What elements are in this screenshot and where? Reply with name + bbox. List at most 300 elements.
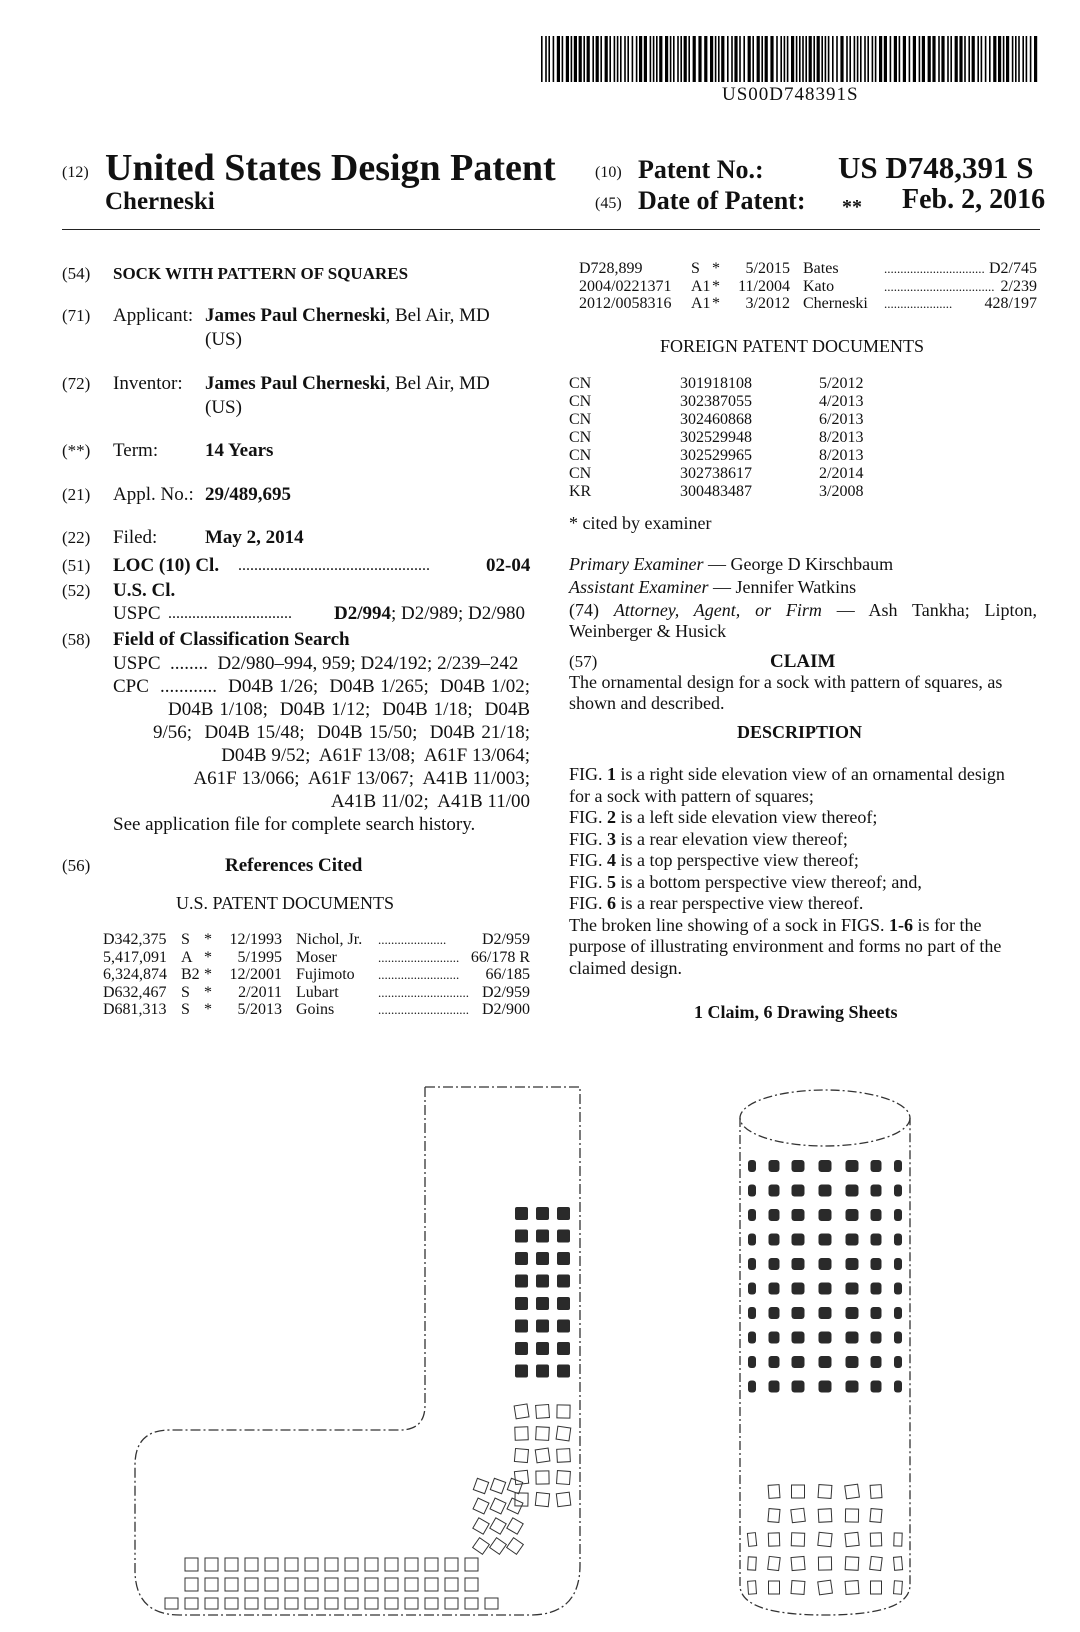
filled-square: [536, 1365, 549, 1378]
open-square: [556, 1492, 570, 1506]
appl-no-value: 29/489,695: [205, 484, 292, 505]
filled-square: [846, 1258, 859, 1270]
reference-kind: B2: [181, 966, 200, 983]
open-square: [845, 1509, 858, 1522]
reference-cited-mark: *: [712, 277, 720, 295]
reference-number: D342,375: [103, 931, 167, 948]
filled-square: [871, 1185, 882, 1197]
open-square: [791, 1533, 804, 1546]
filled-square: [792, 1258, 805, 1270]
filled-square: [536, 1297, 549, 1310]
foreign-country: CN: [569, 465, 592, 482]
field-search-label: Field of Classification Search: [113, 629, 350, 650]
reference-kind: S: [181, 983, 190, 1001]
design-title: SOCK WITH PATTERN OF SQUARES: [113, 264, 409, 283]
uspc-other-classes: ; D2/989; D2/980: [391, 603, 526, 624]
foreign-reference-row: [0, 483, 1080, 501]
applicant-label: Applicant:: [113, 305, 194, 326]
reference-number: 6,324,874: [103, 966, 167, 983]
open-square: [536, 1427, 550, 1441]
reference-cited-mark: *: [712, 295, 720, 312]
open-square: [245, 1578, 258, 1591]
code-71: (71): [62, 306, 91, 325]
reference-cited-mark: *: [204, 1001, 212, 1018]
filled-square: [819, 1234, 832, 1246]
open-square: [185, 1578, 198, 1591]
filled-square: [846, 1307, 859, 1319]
reference-dots: ..................................: [884, 278, 995, 294]
open-square: [385, 1578, 398, 1591]
open-square: [490, 1498, 506, 1514]
filled-square: [557, 1207, 570, 1220]
filled-square: [536, 1275, 549, 1288]
filled-square: [792, 1209, 805, 1221]
open-square: [265, 1558, 278, 1571]
sock-opening: [740, 1090, 910, 1146]
filled-square: [792, 1332, 805, 1344]
uspc-dots: ...............................: [168, 605, 292, 622]
open-square: [792, 1485, 805, 1498]
open-square: [768, 1509, 780, 1523]
reference-name: Lubart: [296, 983, 339, 1001]
reference-date: 11/2004: [738, 277, 790, 295]
reference-date: 5/1995: [237, 948, 282, 966]
open-square: [536, 1405, 550, 1419]
filled-square: [769, 1185, 780, 1197]
claim-text-line-2: shown and described.: [569, 693, 725, 713]
reference-number: 2004/0221371: [579, 277, 672, 295]
reference-dots: .........................: [378, 949, 460, 965]
reference-date: 5/2013: [237, 1001, 282, 1018]
description-line: FIG. 2 is a left side elevation view thereof;: [569, 807, 878, 827]
reference-class: 2/239: [1000, 277, 1037, 295]
open-square: [490, 1478, 505, 1493]
open-square: [894, 1581, 903, 1595]
open-square: [165, 1598, 178, 1609]
open-square: [535, 1492, 549, 1506]
foreign-number: 302529965: [680, 447, 752, 464]
open-square: [205, 1598, 218, 1609]
date-of-patent-label: Date of Patent:: [638, 186, 806, 215]
description-line: The broken line showing of a sock in FIGS. 1-6 is for the: [569, 914, 982, 935]
reference-name: Bates: [803, 260, 839, 277]
reference-row: [0, 295, 1080, 313]
reference-number: D681,313: [103, 1001, 167, 1018]
reference-cited-mark: *: [204, 931, 212, 948]
code-10: (10): [595, 164, 622, 181]
filled-square: [894, 1258, 902, 1270]
reference-row: [0, 278, 1080, 296]
description-line: FIG. 5 is a bottom perspective view thereof; and,: [569, 871, 922, 892]
foreign-reference-row: [0, 447, 1080, 465]
filled-square: [748, 1283, 756, 1295]
open-square: [768, 1556, 781, 1570]
foreign-date: 6/2013: [819, 411, 864, 428]
open-square: [205, 1578, 218, 1591]
filled-square: [769, 1258, 780, 1270]
references-cited-heading: References Cited: [225, 855, 363, 876]
description-line: for a sock with pattern of squares;: [569, 785, 814, 806]
code-58: (58): [62, 630, 91, 649]
code-74: (74): [569, 600, 599, 620]
filled-square: [748, 1234, 756, 1246]
reference-kind: S: [181, 1001, 190, 1018]
foreign-country: CN: [569, 447, 592, 464]
open-square: [557, 1471, 571, 1485]
reference-dots: ............................: [378, 1002, 469, 1017]
reference-name: Fujimoto: [296, 966, 355, 983]
open-square: [818, 1580, 833, 1595]
open-square: [265, 1598, 278, 1609]
filled-square: [748, 1307, 756, 1319]
foreign-reference-row: [0, 393, 1080, 411]
open-square: [365, 1578, 378, 1591]
filled-square: [792, 1283, 805, 1295]
reference-kind: A1: [691, 277, 711, 295]
primary-examiner-name: — George D Kirschbaum: [703, 554, 894, 574]
foreign-patent-documents-heading: FOREIGN PATENT DOCUMENTS: [660, 336, 925, 356]
loc-class-value: 02-04: [486, 555, 531, 576]
sock-outline-back: [135, 1087, 580, 1615]
applicant-name: James Paul Cherneski: [205, 305, 386, 326]
us-patent-documents-heading: U.S. PATENT DOCUMENTS: [176, 893, 395, 913]
filled-square: [894, 1185, 902, 1197]
open-square: [425, 1558, 438, 1571]
reference-row: [0, 1001, 1080, 1019]
foreign-number: 302387055: [680, 393, 752, 410]
open-square: [265, 1578, 278, 1591]
assistant-examiner: [569, 576, 856, 599]
cited-by-examiner-note: * cited by examiner: [569, 513, 712, 533]
applicant-place: , Bel Air, MD: [385, 305, 490, 326]
term-value: 14 Years: [205, 440, 274, 461]
reference-date: 2/2011: [238, 983, 282, 1001]
attorney-names: — Ash Tankha; Lipton,: [821, 600, 1038, 620]
code-54: (54): [62, 264, 91, 283]
filled-square: [769, 1234, 780, 1246]
open-square: [894, 1533, 902, 1546]
uspc-label: USPC: [113, 603, 161, 624]
filled-square: [536, 1207, 549, 1220]
open-square: [535, 1448, 550, 1463]
filled-square: [515, 1252, 528, 1265]
sock-side-elevation-drawing: [130, 1085, 610, 1620]
filled-square: [748, 1185, 756, 1197]
inventor-label: Inventor:: [113, 373, 183, 394]
filled-square: [819, 1283, 832, 1295]
filled-square: [557, 1320, 570, 1333]
code-term: (**): [62, 441, 91, 460]
filled-square: [819, 1160, 832, 1172]
filled-square: [819, 1332, 832, 1344]
filled-square: [748, 1209, 756, 1221]
open-square: [445, 1598, 458, 1609]
filled-square: [515, 1207, 528, 1220]
loc-class-dots: ................................................: [238, 557, 430, 574]
attorney-line-2: Weinberger & Husick: [569, 621, 727, 641]
foreign-number: 301918108: [680, 375, 752, 392]
code-56: (56): [62, 856, 91, 875]
reference-dots: .....................: [884, 296, 953, 311]
filled-square: [557, 1297, 570, 1310]
reference-cited-mark: *: [204, 948, 212, 966]
open-square: [514, 1404, 529, 1419]
filled-square: [894, 1234, 902, 1246]
reference-class: 66/185: [485, 966, 530, 983]
inventor-place: , Bel Air, MD: [385, 373, 490, 394]
open-square: [425, 1578, 438, 1591]
foreign-country: KR: [569, 483, 592, 500]
open-square: [365, 1598, 378, 1609]
open-square: [791, 1508, 805, 1522]
inventor-country: (US): [205, 397, 242, 418]
filled-square: [557, 1230, 570, 1243]
open-square: [473, 1478, 488, 1493]
filled-square: [748, 1381, 756, 1393]
open-square: [485, 1598, 498, 1609]
foreign-country: CN: [569, 429, 592, 446]
open-square: [225, 1558, 238, 1571]
open-square: [473, 1538, 490, 1555]
assistant-examiner-label: Assistant Examiner: [569, 577, 709, 597]
filled-square: [871, 1160, 882, 1172]
filled-square: [769, 1332, 780, 1344]
open-square: [305, 1558, 318, 1571]
open-square: [325, 1578, 338, 1591]
sock-rear-elevation-drawing: [730, 1085, 920, 1620]
open-square: [465, 1598, 478, 1609]
date-of-patent: Feb. 2, 2016: [902, 184, 1046, 215]
foreign-date: 3/2008: [819, 483, 864, 500]
filled-square: [536, 1320, 549, 1333]
open-square: [425, 1598, 438, 1609]
open-square: [769, 1581, 780, 1594]
filled-square: [871, 1209, 882, 1221]
code-21: (21): [62, 485, 91, 504]
open-square: [514, 1448, 528, 1462]
reference-name: Goins: [296, 1001, 335, 1018]
term-label: Term:: [113, 440, 159, 461]
reference-name: Cherneski: [803, 295, 868, 312]
reference-date: 12/1993: [229, 931, 282, 948]
open-square: [405, 1558, 418, 1571]
foreign-date: 5/2012: [819, 375, 864, 392]
filled-square: [819, 1185, 832, 1197]
open-square: [871, 1581, 882, 1594]
filled-square: [515, 1365, 528, 1378]
sock-outline-front: [135, 1087, 425, 1555]
foreign-reference-row: [0, 429, 1080, 447]
inventor-surname: Cherneski: [105, 188, 215, 215]
open-square: [791, 1556, 805, 1570]
description-line: FIG. 4 is a top perspective view thereof;: [569, 850, 859, 870]
open-square: [245, 1598, 258, 1609]
filled-square: [894, 1160, 902, 1172]
claims-count: 1 Claim, 6 Drawing Sheets: [694, 1002, 898, 1022]
reference-name: Kato: [803, 277, 835, 295]
open-square: [473, 1518, 489, 1534]
filled-square: [846, 1234, 859, 1246]
filled-square: [748, 1160, 756, 1172]
filled-square: [792, 1381, 805, 1393]
foreign-reference-row: [0, 465, 1080, 483]
reference-kind: A: [181, 948, 193, 966]
cpc-line-1: CPC ............ D04B 1/26; D04B 1/265; D04B 1/02;: [113, 676, 530, 697]
reference-class: 66/178 R: [470, 948, 530, 966]
filled-square: [819, 1209, 832, 1221]
attorney-label: Attorney, Agent, or Firm: [613, 600, 822, 620]
inventor-name: James Paul Cherneski: [205, 373, 386, 394]
description-line: FIG. 3 is a rear elevation view thereof;: [569, 828, 848, 849]
open-square: [285, 1578, 298, 1591]
filled-square: [871, 1381, 882, 1393]
open-square: [185, 1598, 198, 1609]
code-51: (51): [62, 556, 91, 575]
filled-square: [515, 1230, 528, 1243]
open-square: [845, 1557, 859, 1571]
filled-square: [769, 1283, 780, 1295]
filled-square: [846, 1356, 859, 1368]
reference-cited-mark: *: [204, 983, 212, 1001]
filled-square: [792, 1356, 805, 1368]
code-57: (57): [569, 652, 598, 671]
open-square: [285, 1598, 298, 1609]
reference-number: D728,899: [579, 260, 643, 277]
open-square: [445, 1558, 458, 1571]
reference-kind: S: [181, 931, 190, 948]
reference-row: [0, 966, 1080, 984]
filled-square: [792, 1234, 805, 1246]
reference-class: D2/900: [482, 1001, 530, 1018]
filled-square: [748, 1258, 756, 1270]
reference-dots: ............................: [378, 984, 469, 1000]
patent-number-label: Patent No.:: [638, 155, 764, 184]
open-square: [473, 1498, 489, 1514]
description-line: claimed design.: [569, 957, 682, 978]
cpc-line-3: 9/56; D04B 15/48; D04B 15/50; D04B 21/18;: [153, 722, 530, 743]
code-12: (12): [62, 164, 89, 181]
filled-square: [792, 1185, 805, 1197]
filled-square: [769, 1209, 780, 1221]
open-square: [225, 1598, 238, 1609]
foreign-number: 302738617: [680, 465, 752, 482]
foreign-number: 300483487: [680, 483, 752, 500]
filled-square: [819, 1258, 832, 1270]
open-square: [748, 1581, 757, 1595]
open-square: [405, 1578, 418, 1591]
foreign-reference-row: [0, 375, 1080, 393]
filled-square: [536, 1342, 549, 1355]
filled-square: [846, 1332, 859, 1344]
foreign-date: 4/2013: [819, 393, 864, 410]
description-line: FIG. 1 is a right side elevation view of an ornamental design: [569, 764, 1005, 784]
code-72: (72): [62, 374, 91, 393]
filled-square: [819, 1381, 832, 1393]
cpc-line-6: A41B 11/02; A41B 11/00: [330, 791, 530, 812]
reference-class: D2/745: [989, 260, 1037, 277]
reference-dots: .........................: [378, 967, 460, 982]
open-square: [818, 1532, 832, 1546]
applicant-country: (US): [205, 329, 242, 350]
filled-square: [846, 1283, 859, 1295]
filled-square: [515, 1297, 528, 1310]
reference-name: Nichol, Jr.: [296, 931, 363, 948]
filled-square: [819, 1356, 832, 1368]
open-square: [345, 1558, 358, 1571]
loc-class-label: LOC (10) Cl.: [113, 555, 220, 576]
reference-kind: A1: [691, 295, 711, 312]
open-square: [345, 1598, 358, 1609]
reference-number: D632,467: [103, 983, 167, 1001]
us-class-label: U.S. Cl.: [113, 580, 176, 601]
reference-number: 2012/0058316: [579, 295, 672, 312]
open-square: [870, 1509, 882, 1523]
open-square: [507, 1538, 524, 1555]
open-square: [465, 1578, 478, 1591]
filled-square: [894, 1381, 902, 1393]
filled-square: [894, 1283, 902, 1295]
code-52: (52): [62, 581, 91, 600]
appl-no-label: Appl. No.:: [113, 484, 194, 505]
open-square: [557, 1449, 571, 1463]
filled-square: [894, 1332, 902, 1344]
reference-cited-mark: *: [712, 260, 720, 277]
filled-square: [748, 1332, 756, 1344]
open-square: [490, 1518, 506, 1534]
open-square: [185, 1558, 198, 1571]
reference-class: D2/959: [482, 983, 530, 1001]
open-square: [205, 1558, 218, 1571]
open-square: [305, 1578, 318, 1591]
cpc-line-5: A61F 13/066; A61F 13/067; A41B 11/003;: [193, 768, 530, 789]
filled-square: [557, 1275, 570, 1288]
reference-class: 428/197: [984, 295, 1037, 312]
filled-square: [557, 1342, 570, 1355]
foreign-date: 2/2014: [819, 465, 864, 482]
filled-square: [748, 1356, 756, 1368]
filled-square: [871, 1307, 882, 1319]
open-square: [818, 1557, 831, 1570]
barcode-number: US00D748391S: [722, 84, 859, 105]
open-square: [305, 1598, 318, 1609]
open-square: [345, 1578, 358, 1591]
claim-heading: CLAIM: [770, 651, 836, 672]
reference-dots: ...............................: [884, 261, 985, 276]
foreign-date: 8/2013: [819, 447, 864, 464]
open-square: [870, 1556, 883, 1570]
open-square: [507, 1518, 523, 1534]
open-square: [536, 1471, 549, 1484]
reference-date: 3/2012: [745, 295, 790, 312]
description-line: FIG. 6 is a rear perspective view thereof.: [569, 893, 864, 913]
open-square: [556, 1426, 571, 1441]
open-square: [768, 1485, 780, 1499]
open-square: [445, 1578, 458, 1591]
filled-square: [769, 1381, 780, 1393]
open-square: [845, 1581, 859, 1595]
filled-square: [846, 1160, 859, 1172]
foreign-number: 302460868: [680, 411, 752, 428]
filed-label: Filed:: [113, 527, 158, 548]
reference-row: [0, 260, 1080, 278]
filled-square: [515, 1342, 528, 1355]
foreign-number: 302529948: [680, 429, 752, 446]
filled-square: [894, 1356, 902, 1368]
open-square: [845, 1484, 860, 1499]
open-square: [768, 1533, 779, 1546]
open-square: [818, 1485, 832, 1499]
cpc-line-4: D04B 9/52; A61F 13/08; A61F 13/064;: [221, 745, 530, 766]
